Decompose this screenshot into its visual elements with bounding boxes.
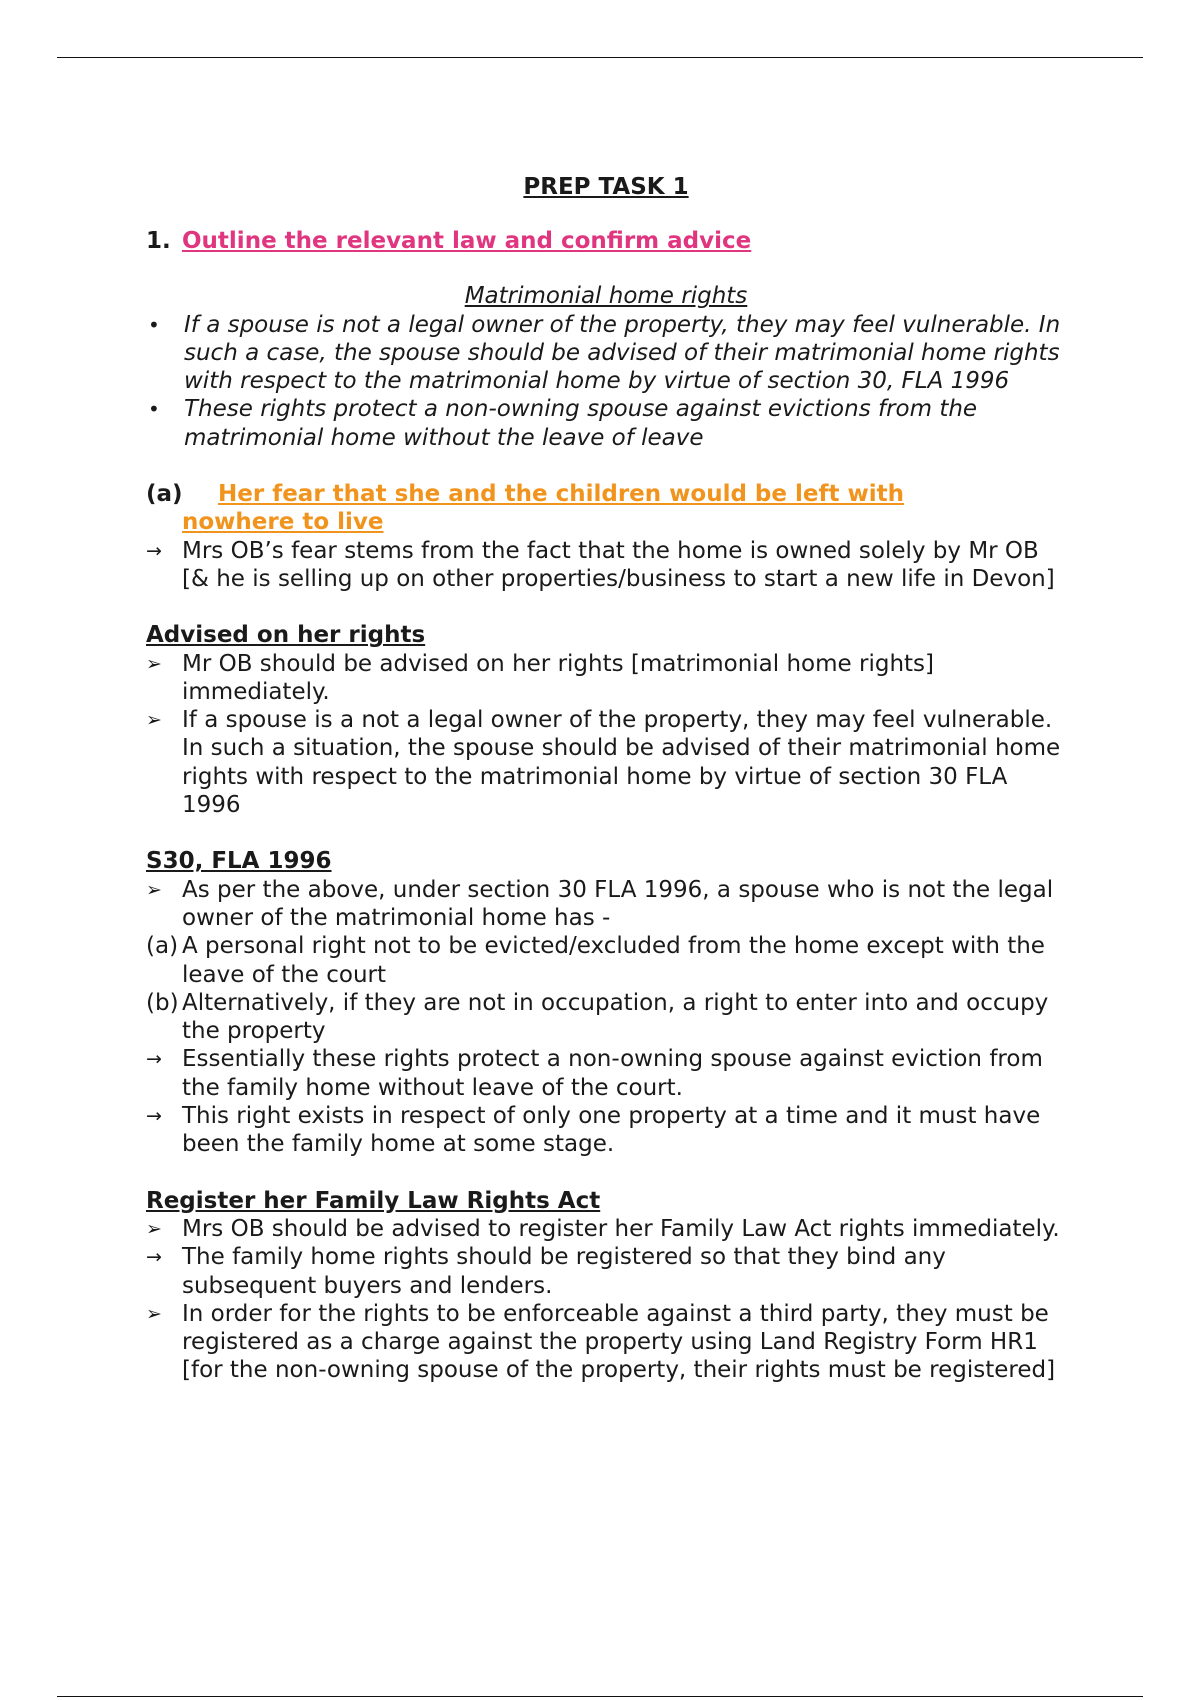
top-rule	[57, 57, 1143, 58]
list-item-text: A personal right not to be evicted/excluded from the home except with the leave of the court	[182, 933, 1045, 988]
chevron-marker: ➢	[146, 878, 162, 901]
arrow-marker: →	[146, 1048, 162, 1071]
list-item	[146, 1300, 1066, 1385]
list-item	[146, 1045, 1066, 1102]
list-item-text: In order for the rights to be enforceable against a third party, they must be registered as a charge against the property using Land Registry Form HR1 [for the non-owning spouse of the property, their rights must be registered]	[182, 1300, 1056, 1384]
matrimonial-heading: Matrimonial home rights	[464, 283, 748, 310]
list-item	[146, 311, 1066, 396]
bottom-rule	[57, 1696, 1143, 1697]
list-item	[146, 1102, 1066, 1159]
arrow-marker: →	[146, 1105, 162, 1128]
chevron-marker: ➢	[146, 652, 162, 675]
question-1	[146, 227, 1066, 255]
list-item	[146, 537, 1066, 594]
fear-paragraph	[146, 537, 1066, 594]
question-text: Outline the relevant law and confirm advice	[182, 228, 752, 254]
list-item	[146, 989, 1066, 1046]
list-item-text: As per the above, under section 30 FLA 1996, a spouse who is not the legal owner of the matrimonial home has -	[182, 876, 1054, 931]
list-item	[146, 706, 1066, 819]
chevron-marker: ➢	[146, 1302, 162, 1325]
list-item	[146, 1243, 1066, 1300]
advised-list	[146, 650, 1066, 820]
item-label: (b)	[146, 989, 179, 1016]
bullet-marker: •	[148, 397, 160, 422]
bullet-marker: •	[148, 312, 160, 337]
list-item-text: The family home rights should be registered so that they bind any subsequent buyers and lenders.	[182, 1244, 946, 1299]
subquestion-a	[146, 480, 1066, 537]
subquestion-text-line2: nowhere to live	[182, 509, 384, 536]
page-title: PREP TASK 1	[523, 174, 689, 200]
list-item	[146, 932, 1066, 989]
register-list	[146, 1215, 1066, 1385]
list-item	[146, 1215, 1066, 1243]
list-item-text: Essentially these rights protect a non-owning spouse against eviction from the family home without leave of the court.	[182, 1046, 1043, 1101]
register-heading: Register her Family Law Rights Act	[146, 1187, 601, 1214]
list-item	[146, 650, 1066, 707]
list-item	[146, 395, 1066, 452]
arrow-marker: →	[146, 1246, 162, 1269]
advised-heading: Advised on her rights	[146, 622, 426, 649]
list-item-text: If a spouse is a not a legal owner of the property, they may feel vulnerable. In such a situation, the spouse should be advised of their matrimonial home rights with respect to the matrimonial home by virtue of section 30 FLA 1996	[182, 707, 1061, 819]
subquestion-label: (a)	[146, 481, 183, 508]
s30-list	[146, 876, 1066, 1159]
question-number: 1.	[146, 228, 171, 254]
item-label: (a)	[146, 933, 179, 960]
chevron-marker: ➢	[146, 1217, 162, 1240]
s30-heading: S30, FLA 1996	[146, 848, 332, 875]
list-item-text: If a spouse is not a legal owner of the property, they may feel vulnerable. In such a case, the spouse should be advised of their matrimonial home rights with respect to the matrimonial home by virtue of section 30, FLA 1996	[184, 311, 1061, 395]
list-item-text: These rights protect a non-owning spouse against evictions from the matrimonial home without the leave of leave	[184, 396, 978, 451]
arrow-marker: →	[146, 539, 162, 562]
list-item-text: Mr OB should be advised on her rights [matrimonial home rights] immediately.	[182, 650, 934, 705]
list-item-text: This right exists in respect of only one property at a time and it must have been the family home at some stage.	[182, 1103, 1041, 1158]
document-body	[146, 172, 1066, 1385]
list-item-text: Mrs OB’s fear stems from the fact that the home is owned solely by Mr OB [& he is selling up on other properties/business to start a new life in Devon]	[182, 537, 1055, 592]
matrimonial-bullets	[146, 311, 1066, 452]
chevron-marker: ➢	[146, 709, 162, 732]
subquestion-text-line1: Her fear that she and the children would be left with	[218, 481, 904, 508]
list-item	[146, 876, 1066, 933]
list-item-text: Mrs OB should be advised to register her Family Law Act rights immediately.	[182, 1215, 1060, 1242]
list-item-text: Alternatively, if they are not in occupation, a right to enter into and occupy the property	[182, 989, 1049, 1045]
